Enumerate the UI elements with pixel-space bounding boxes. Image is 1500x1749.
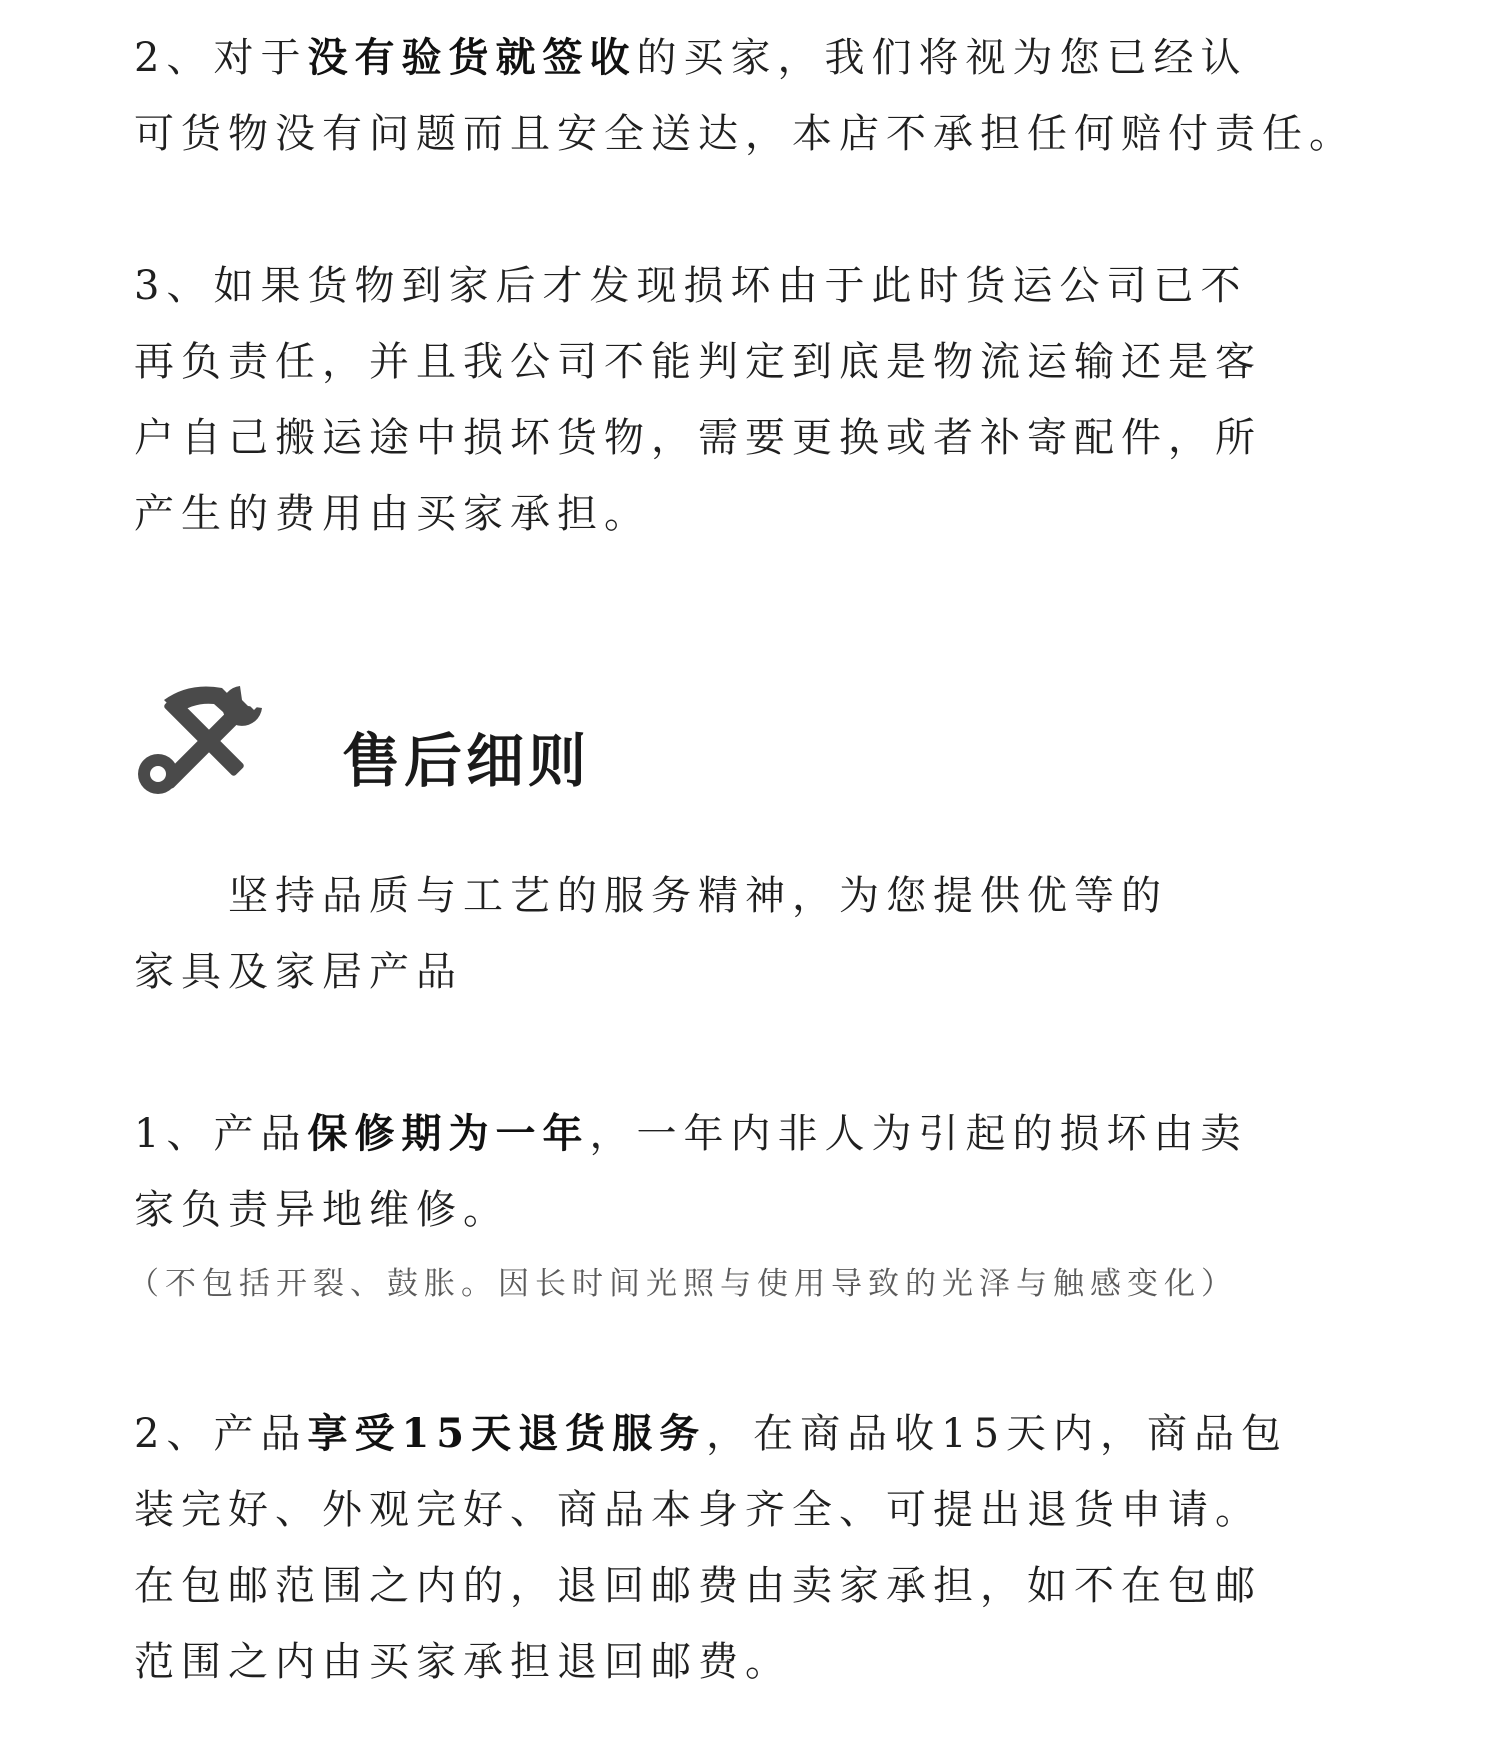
item-number: 2、对于: [134, 35, 308, 81]
paragraph-line: 坚持品质与工艺的服务精神，为您提供优等的: [228, 873, 1168, 919]
paragraph-line: 可货物没有问题而且安全送达，本店不承担任何赔付责任。: [134, 111, 1356, 157]
item-number: 1、产品: [134, 1111, 308, 1157]
paragraph-line: 在包邮范围之内的，退回邮费由卖家承担，如不在包邮: [134, 1563, 1262, 1609]
warranty-note: （不包括开裂、鼓胀。因长时间光照与使用导致的光泽与触感变化）: [128, 1266, 1238, 1302]
paragraph-text: ，一年内非人为引起的损坏由卖: [589, 1111, 1248, 1157]
paragraph-line: 装完好、外观完好、商品本身齐全、可提出退货申请。: [134, 1487, 1262, 1533]
paragraph-line: [134, 1396, 1334, 1472]
paragraph-line: 家负责异地维修。: [134, 1187, 510, 1233]
emphasis-text: 保修期为一年: [307, 1110, 590, 1157]
paragraph-line: 再负责任，并且我公司不能判定到底是物流运输还是客: [134, 339, 1262, 385]
paragraph-line: 户自己搬运途中损坏货物，需要更换或者补寄配件，所: [134, 415, 1262, 461]
paragraph-text: 的买家，我们将视为您已经认: [636, 35, 1248, 81]
item-number: 2、产品: [134, 1411, 308, 1457]
paragraph-unchecked-signing: [134, 20, 1356, 172]
emphasis-text: 没有验货就签收: [307, 34, 637, 81]
paragraph-line: [134, 1096, 1334, 1172]
paragraph-damage-after-delivery: [134, 248, 1334, 552]
service-intro: [134, 858, 1334, 1010]
rule-return: [134, 1396, 1334, 1700]
paragraph-line: 3、如果货物到家后才发现损坏由于此时货运公司已不: [134, 263, 1248, 309]
paragraph-line: 范围之内由买家承担退回邮费。: [134, 1639, 792, 1685]
section-header: [134, 680, 834, 800]
emphasis-text: 享受15天退货服务: [307, 1410, 707, 1457]
rule-warranty: [134, 1096, 1334, 1248]
paragraph-line: 产生的费用由买家承担。: [134, 491, 651, 537]
paragraph-line: 家具及家居产品: [134, 949, 463, 995]
paragraph-line: [134, 20, 1334, 96]
tools-icon: [134, 680, 274, 795]
section-title: 售后细则: [342, 727, 591, 795]
paragraph-text: ，在商品收15天内，商品包: [706, 1411, 1289, 1457]
